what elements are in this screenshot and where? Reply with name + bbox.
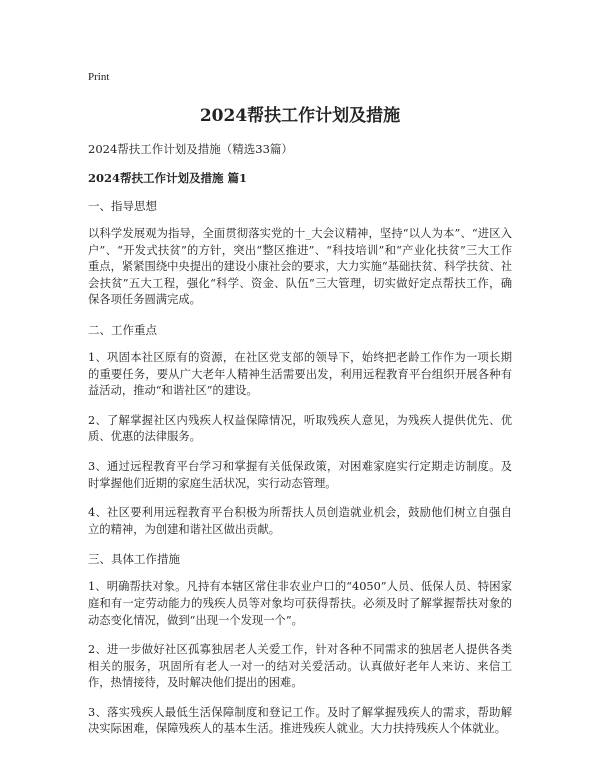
section-heading: 一、指导思想 [88, 199, 157, 213]
section-title: 2024帮扶工作计划及措施 篇1 [88, 171, 248, 185]
paragraph: 3、通过远程教育平台学习和掌握有关低保政策，对困难家庭实行定期走访制度。及时掌握他们近期的家庭生活状况，实行动态管理。 [88, 459, 512, 490]
section-specific-measures [88, 551, 512, 738]
section-guiding-ideology [88, 198, 512, 309]
paragraph: 1、巩固本社区原有的资源，在社区党支部的领导下，始终把老龄工作作为一项长期的重要任务，要从广大老年人精神生活需要出发，利用远程教育平台组织开展各种有益活动，推动“和谐社区”的建设。 [88, 350, 512, 398]
paragraph: 4、社区要利用远程教育平台积极为所帮扶人员创造就业机会，鼓励他们树立自强自立的精神，为创建和谐社区做出贡献。 [88, 506, 512, 536]
section-work-focus [88, 322, 512, 538]
print-label: Print [88, 71, 110, 83]
section-heading: 三、具体工作措施 [88, 552, 180, 567]
paragraph: 3、落实残疾人最低生活保障制度和登记工作。及时了解掌握残疾人的需求，帮助解决实际困难，保障残疾人的基本生活。推进残疾人就业。大力扶持残疾人个体就业。 [88, 705, 512, 736]
paragraph: 以科学发展观为指导，全面贯彻落实党的十_大会议精神，坚持“以人为本”、“进区入户”、“开发式扶贫”的方针，突出“整区推进”、“科技培训”和“产业化扶贫”三大工作重点，紧紧围绕中央提出的建设小康社会的要求，大力实施“基础扶贫、科学扶贫、社会扶贫”五大工程，强化“科学、资金、队伍”三大管理，切实做好定点帮扶工作，确保各项任务圆满完成。 [88, 227, 512, 307]
paragraph: 1、明确帮扶对象。凡持有本辖区常住非农业户口的“4050”人员、低保人员、特困家庭和有一定劳动能力的残疾人员等对象均可获得帮扶。必须及时了解掌握帮扶对象的动态变化情况，做到“出现一个发现一个”。 [88, 580, 512, 627]
document-subtitle: 2024帮扶工作计划及措施（精选33篇） [88, 142, 293, 156]
paragraph: 2、了解掌握社区内残疾人权益保障情况，听取残疾人意见，为残疾人提供优先、优质、优惠的法律服务。 [88, 413, 512, 444]
paragraph: 2、进一步做好社区孤寡独居老人关爱工作，针对各种不同需求的独居老人提供各类相关的服务，巩固所有老人一对一的结对关爱活动。认真做好老年人来访、来信工作，热情接待，及时解决他们提出的困难。 [88, 643, 512, 690]
document-title: 2024帮扶工作计划及措施 [199, 106, 401, 126]
section-heading: 二、工作重点 [88, 322, 157, 337]
